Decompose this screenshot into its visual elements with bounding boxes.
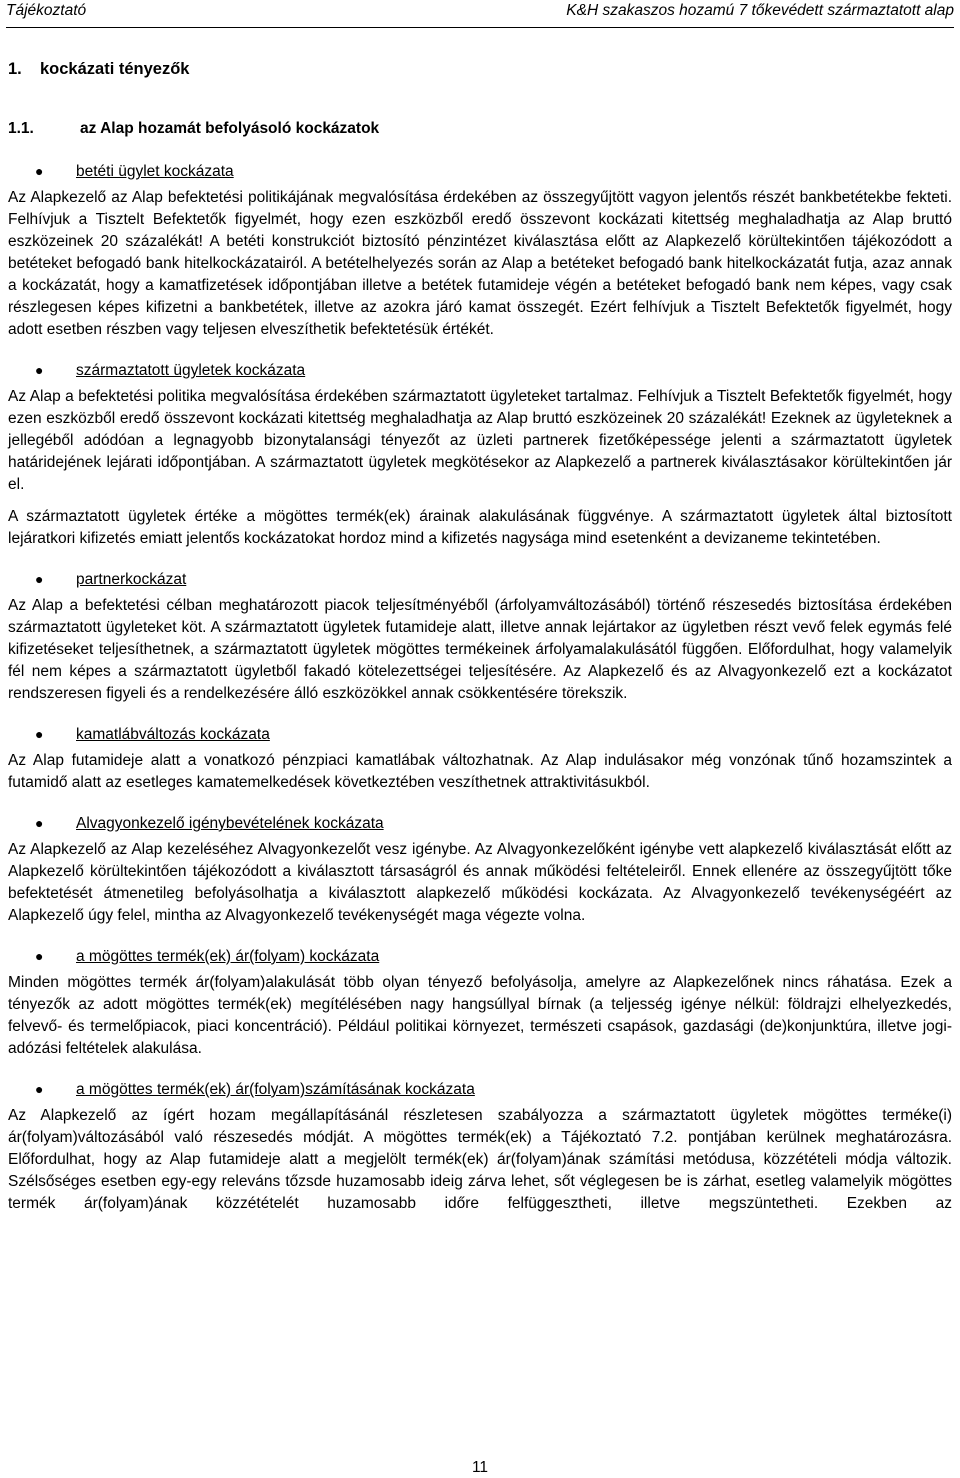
heading-2-text: az Alap hozamát befolyásoló kockázatok [80,120,380,137]
header-left: Tájékoztató [6,2,87,19]
heading-1-text: kockázati tényezők [40,60,190,78]
paragraph: Az Alapkezelő az ígért hozam megállapításánál részletesen szabályozza a származtatott ügyletek mögöttes terméke(i) ár(folyam)változásából való részesedés módját. A mögöttes termék(ek) a Tájékoztató 7.2. pontjában kerülnek meghatározásra. Előfordulhat, hogy az Alap futamideje alatt a megjelölt termék(ek) ár(folyam)ának számítási metódusa, közzétételi módja változik. Szélsőséges esetben egy-egy releváns tőzsde huzamosabb ideig zárva lehet, sőt véglegesen be is zárhat, esetleg valamelyik mögöttes termék ár(folyam)ának közzétételét huzamosabb időre felfüggesztheti, illetve megszüntetheti. Ezekben az [8,1107,952,1212]
heading-2-number: 1.1. [8,120,34,137]
paragraph: Az Alap a befektetési célban meghatározott piacok teljesítményéből (árfolyamváltozásából) történő részesedés biztosítása érdekében származtatott ügyleteket köt. A származtatott ügyletek futamideje alatt, illetve annak lejártakor az ügyletben részt vevő felek egymás felé kifizetéseket teljesíthetnek, a származtatott ügyletek mögöttes termékeinek árfolyamalakulásától függően. Előfordulhat, hogy valamelyik fél nem képes a származtatott ügyletből fakadó kötelezettségei teljesítésére. Az Alapkezelő és az Alvagyonkezelő ezt a kockázatot rendszeresen figyeli és a rendelkezésére álló eszközökkel annak csökkentésére törekszik. [8,597,952,702]
section-title-betet: ● betéti ügylet kockázata [8,160,952,183]
paragraph: Az Alapkezelő az Alap befektetési politikájának megvalósítása érdekében az összegyűjtött vagyon jelentős részét bankbetétekbe fekteti. Felhívjuk a Tisztelt Befektetők figyelmét, hogy ezen eszközből eredő összevont kockázati kitettség meghaladhatja az Alap bruttó eszközeinek 20 százalékát! A betéti konstrukciót biztosító pénzintézet kiválasztása előtt az Alapkezelő körültekintően tájékozódott a betéteket befogadó bank hitelkockázatairól. A betételhelyezés során az Alap a betéteket befogadó bank hitelkockázatát futja, azaz annak a kockázatát, hogy a kamatfizetések időpontjában illetve a betétek futamideje végén a betéteket befogadó bank nem képes, vagy csak részlegesen képes kifizetni a bankbetétek, illetve az azokra járó kamat összegét. Ezért felhívjuk a Tisztelt Befektetők figyelmét, hogy adott esetben részben vagy teljesen elveszíthetik befektetésük értékét. [8,189,952,338]
heading-1 [8,58,952,80]
heading-1-number: 1. [8,60,22,78]
header-right: K&H szakaszos hozamú 7 tőkevédett származtatott alap [566,2,954,19]
bullet-icon: ● [35,163,44,179]
bullet-icon: ● [35,571,44,587]
page-header [6,0,954,28]
page-number: 11 [471,1459,489,1476]
section-title-kamatlab: ● kamatlábváltozás kockázata [8,723,952,746]
bullet-icon: ● [35,1081,44,1097]
bullet-icon: ● [35,948,44,964]
section-title-partner: ● partnerkockázat [8,568,952,591]
heading-2 [8,118,952,140]
bullet-icon: ● [35,726,44,742]
paragraph: Az Alap a befektetési politika megvalósítása érdekében származtatott ügyleteket tartalmaz. Felhívjuk a Tisztelt Befektetők figyelmét, hogy ezen eszközből eredő összevont kockázati kitettség meghaladhatja az Alap bruttó eszközeinek 20 százalékát! Ezeknek az ügyleteknek a jellegéből adódóan a legnagyobb bizonytalansági tényezőt az üzleti partnerek fizetőképessége jelenti a származtatott ügyletek határidejének lejárati időpontjában. A származtatott ügyletek megkötésekor az Alapkezelő a partnerek kiválasztásakor körültekintően jár el. [8,388,952,493]
section-title-alvagyonkezelo: ● Alvagyonkezelő igénybevételének kockázata [8,812,952,835]
section-title-arfolyam: ● a mögöttes termék(ek) ár(folyam) kockázata [8,945,952,968]
section-title-szarmaztatott: ● származtatott ügyletek kockázata [8,359,952,382]
paragraph: Az Alapkezelő az Alap kezeléséhez Alvagyonkezelőt vesz igénybe. Az Alvagyonkezelőként igénybe vett alapkezelő kiválasztását előtt az Alapkezelő körültekintően tájékozódott a kiválasztott társaságról és annak működési feltételeiről. Ennek ellenére az összegyűjtött tőke befektetését átmenetileg befolyásolhatja a kiválasztott alapkezelő működési kockázata. Az Alvagyonkezelő tevékenységéért az Alapkezelő úgy felel, mintha az Alvagyonkezelő tevékenységét maga végezte volna. [8,841,952,924]
document-body [8,58,952,1227]
paragraph: Az Alap futamideje alatt a vonatkozó pénzpiaci kamatlábak változhatnak. Az Alap indulásakor még vonzónak tűnő hozamszintek a futamidő alatt az esetleges kamatemelkedések következtében veszíthetnek attraktivitásukból. [8,752,952,791]
bullet-icon: ● [35,815,44,831]
section-title-arfolyamszamitas: ● a mögöttes termék(ek) ár(folyam)számításának kockázata [8,1078,952,1101]
bullet-icon: ● [35,362,44,378]
paragraph: A származtatott ügyletek értéke a mögöttes termék(ek) árainak alakulásának függvénye. A származtatott ügyletek által biztosított lejáratkori kifizetés emiatt jelentős kockázatokat hordoz mind a kifizetés nagysága mind esetenként a devizaneme tekintetében. [8,508,952,547]
paragraph: Minden mögöttes termék ár(folyam)alakulását több olyan tényező befolyásolja, amelyre az Alapkezelőnek nincs ráhatása. Ezek a tényezők az adott mögöttes termék(ek) megítélésében nagy hangsúllyal bírnak (a teljesség igénye nélkül: földrajzi elhelyezkedés, felvevő- és termelőpiacok, piaci koncentráció). Például politikai környezet, természeti csapások, gazdasági (de)konjunktúra, illetve jogi-adózási feltételek alakulása. [8,974,952,1057]
